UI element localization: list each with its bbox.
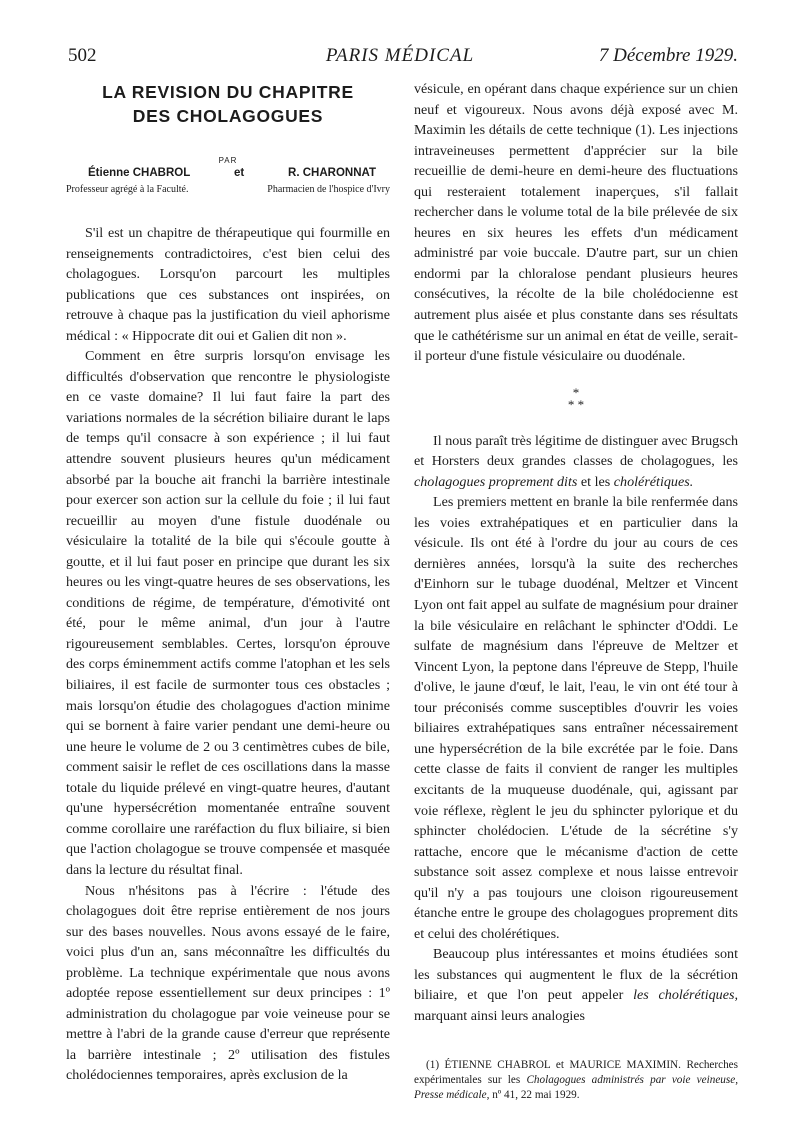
term-cholagogues-proprement-dits: cholagogues proprement dits xyxy=(414,473,578,490)
paragraph-cholagogues-proper: Les premiers mettent en branle la bile renfermée dans les voies extrahépatiques et en particulier dans la vésicule. Ils ont été à l'ordre du jour au cours de ces dernières années, lorsqu'à la suite des recherches d'Einhorn sur le tubage duodénal, Meltzer et Vincent Lyon ont fait appel au sulfate de magnésium pour drainer la bile vésiculaire en relâchant le sphincter d'Oddi. Le sulfate de magnésium dans l'épreuve de Meltzer et Vincent Lyon, la peptone dans l'épreuve de Stepp, l'huile d'olive, le jaune d'œuf, le lait, l'eau, le vin ont été tour à tour préconisés comme susceptibles d'ouvrir les voies biliaires extrahépatiques sans entraîner nécessairement une hypersécrétion de la bile excrétée par le foie. Dans cette classe de faits il convient de ranger les multiples excitants de la muqueuse duodénale, qui, agissant par voie réflexe, règlent le jeu du sphincter pylorique et du sphincter cholédocien. L'étude de la sécrétine s'y rattache, encore que le mécanisme d'action de cette substance soit assez complexe et nous laisse entrevoir qu'il n'y a pas toujours une cloison rigoureusement étanche entre le groupe des cholagogues proprement dits et celui des cholérétiques. xyxy=(414,494,738,942)
section-divider-asterism: * * * xyxy=(567,384,585,412)
left-column xyxy=(66,80,390,1086)
classes-text-start: Il nous paraît très légitime de distinguer avec Brugsch et Horsters deux grandes classes de cholagogues, les xyxy=(414,432,738,470)
footnote-text-start: (1) ÉTIENNE CHABROL et MAURICE MAXIMIN. Recherches expérimentales sur les xyxy=(414,1059,738,1086)
author-line xyxy=(66,165,390,181)
paragraph-classes xyxy=(414,431,738,493)
choleretics-text-start: Beaucoup plus intéressantes et moins étudiées sont les substances qui augmentent le flux de la sécrétion biliaire, et que l'on peut appeler xyxy=(414,946,738,1004)
author-conjunction: et xyxy=(234,167,245,179)
issue-date: 7 Décembre 1929. xyxy=(598,45,738,66)
paragraph-method: Nous n'hésitons pas à l'écrire : l'étude des cholagogues doit être reprise entièrement de nos jours sur des bases nouvelles. Nous avons essayé de le faire, voici plus d'un an, sans méconnaître les difficultés du problème. La technique expérimentale que nous avons adoptée repose essentiellement sur deux principes : 1º administration du cholagogue par voie veineuse pour se mettre à l'abri de la grande cause d'erreur que représente la barrière intestinale ; 2º utilisation des fistules cholédociennes temporaires, après exclusion de la xyxy=(66,882,390,1084)
footnote xyxy=(414,1058,738,1103)
affiliation-chabrol: Professeur agrégé à la Faculté. xyxy=(66,184,189,195)
term-les-choleretiques: les cholérétiques, xyxy=(633,987,738,1004)
title-line-1: LA REVISION DU CHAPITRE xyxy=(102,82,354,102)
right-column xyxy=(414,79,738,1027)
classes-text-mid: et les xyxy=(580,473,611,490)
choleretics-text-end: marquant ainsi leurs analogies xyxy=(414,1007,586,1024)
paragraph-intro: S'il est un chapitre de thérapeutique qui fourmille en renseignements contradictoires, c'est bien celui des cholagogues. Lorsqu'on parcourt les multiples publications que ces substances ont inspirées, on retrouve à chaque pas la justification du vieil aphorisme médical : « Hippocrate dit oui et Galien dit non ». xyxy=(66,225,390,344)
author-charonnat: R. CHARONNAT xyxy=(288,167,376,179)
author-chabrol: Étienne CHABROL xyxy=(88,167,191,179)
journal-title: PARIS MÉDICAL xyxy=(325,45,475,66)
affiliation-charonnat: Pharmacien de l'hospice d'Ivry xyxy=(267,184,390,195)
byline-par: PAR xyxy=(218,156,238,165)
page-number: 502 xyxy=(68,45,97,66)
paragraph-technique-cont: vésicule, en opérant dans chaque expérience sur un chien neuf et vigoureux. Nous avons déjà exposé avec M. Maximin les détails de cette technique (1). Les injections intraveineuses permettent d'apprécier sur la bile recueillie de demi-heure en demi-heure des fluctuations qui resteraient totalement inaperçues, s'il fallait rechercher dans le volume total de la bile prélevée de six heures en six heures les effets d'un médicament administré par voie buccale. D'autre part, sur un chien endormi par la chloralose pendant plusieurs heures consécutives, la récolte de la bile cholédocienne est autrement plus aisée et plus constante dans ses résultats que le cathétérisme sur un animal en état de veille, serait-il porteur d'une fistule vésiculaire ou duodénale. xyxy=(414,81,738,365)
term-choleretiques: cholérétiques. xyxy=(613,473,694,490)
paragraph-choleretics xyxy=(414,944,738,1026)
footnote-citation-title: Cholagogues administrés par voie veineuse, Presse médicale, xyxy=(414,1074,738,1101)
affiliation-line xyxy=(66,183,390,197)
paragraph-difficulties: Comment en être surpris lorsqu'on envisage les difficultés d'observation que rencontre le physiologiste en ce vaste domaine? Il lui faut faire la part des variations normales de la sécrétion biliaire durant le laps de temps qu'il consacre à son expérience ; il lui faut attendre souvent plusieurs heures qu'un médicament absorbé par la bouche ait franchi la barrière intestinale pour exercer son action sur la cellule du foie ; il lui faut recueillir au moyen d'une fistule duodénale ou vésiculaire la totalité de la bile qui s'écoule goutte à goutte, et il lui faut poser en principe que durant les six heures ou les vingt-quatre heures de ses observations, les conditions de régime, de température, d'émotivité ont été, pour le même animal, d'un jour à l'autre rigoureusement semblables. Certes, lorsqu'on éprouve des corps éminemment actifs comme l'atophan et les sels biliaires, il est facile de surmonter tous ces obstacles ; mais lorsqu'on étudie des cholagogues d'action minime qui se bornent à faire varier pendant une demi-heure ou une heure le volume de 2 ou 3 centimètres cubes de bile, comment saisir le reflet de ces oscillations dans la masse totale du liquide prélevé en vingt-quatre heures, d'autant qu'une hypersécrétion momentanée entraîne souvent comme corollaire une raréfaction du flux biliaire, si bien que l'action cholagogue se trouve compensée et masquée dans la lecture du résultat final. xyxy=(66,348,390,878)
footnote-text-end: nº 41, 22 mai 1929. xyxy=(492,1089,580,1101)
article-title xyxy=(66,80,390,128)
title-line-2: DES CHOLAGOGUES xyxy=(132,106,324,126)
